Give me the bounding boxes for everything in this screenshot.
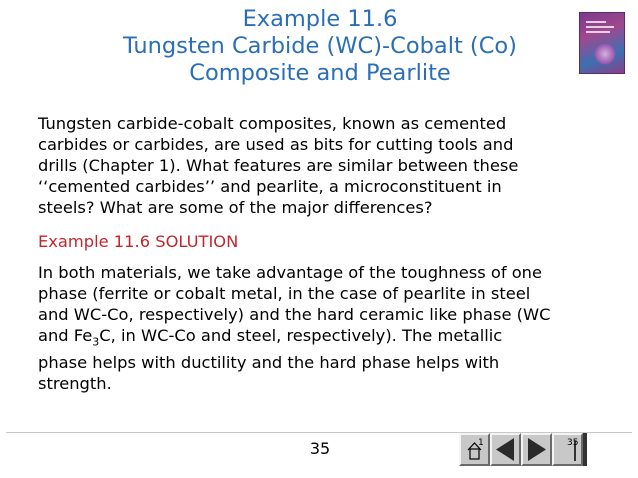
home-first-icon	[461, 435, 488, 464]
answer-line: strength.	[38, 374, 112, 394]
subscript: 3	[92, 335, 100, 349]
next-slide-button[interactable]	[521, 433, 552, 466]
title-line-1: Example 11.6	[242, 6, 398, 32]
slide-title	[40, 6, 600, 87]
title-line-2: Tungsten Carbide (WC)-Cobalt (Co)	[123, 33, 517, 59]
triangle-right-icon	[523, 435, 550, 464]
answer-text	[38, 262, 608, 394]
question-line: steels? What are some of the major differences?	[38, 198, 433, 217]
last-slide-number: 35	[567, 438, 579, 448]
answer-line: In both materials, we take advantage of the toughness of one	[38, 263, 543, 282]
first-slide-number: 1	[478, 438, 484, 448]
first-slide-button[interactable]	[459, 433, 490, 466]
answer-fragment: C, in WC-Co and steel, respectively). The metallic	[99, 326, 503, 345]
question-line: carbides or carbides, are used as bits for cutting tools and	[38, 135, 514, 154]
answer-fragment: and Fe	[38, 326, 93, 345]
solution-heading: Example 11.6 SOLUTION	[38, 232, 239, 251]
triangle-left-icon	[492, 435, 519, 464]
previous-slide-button[interactable]	[490, 433, 521, 466]
answer-line	[38, 325, 608, 352]
question-line: ‘‘cemented carbides’’ and pearlite, a microconstituent in	[38, 177, 502, 196]
page-number: 35	[309, 439, 331, 458]
question-text	[38, 113, 608, 218]
title-line-3: Composite and Pearlite	[189, 60, 451, 86]
question-line: drills (Chapter 1). What features are similar between these	[38, 156, 519, 175]
slide-navigation	[459, 433, 583, 466]
answer-line: and WC-Co, respectively) and the hard ceramic like phase (WC	[38, 305, 551, 324]
answer-line: phase helps with ductility and the hard phase helps with	[38, 353, 500, 373]
book-cover-image	[579, 12, 625, 74]
last-slide-button[interactable]	[552, 433, 583, 466]
end-marker	[583, 433, 587, 466]
answer-line: phase (ferrite or cobalt metal, in the case of pearlite in steel	[38, 284, 531, 303]
last-page-icon	[554, 435, 581, 464]
question-line: Tungsten carbide-cobalt composites, known as cemented	[38, 114, 507, 133]
